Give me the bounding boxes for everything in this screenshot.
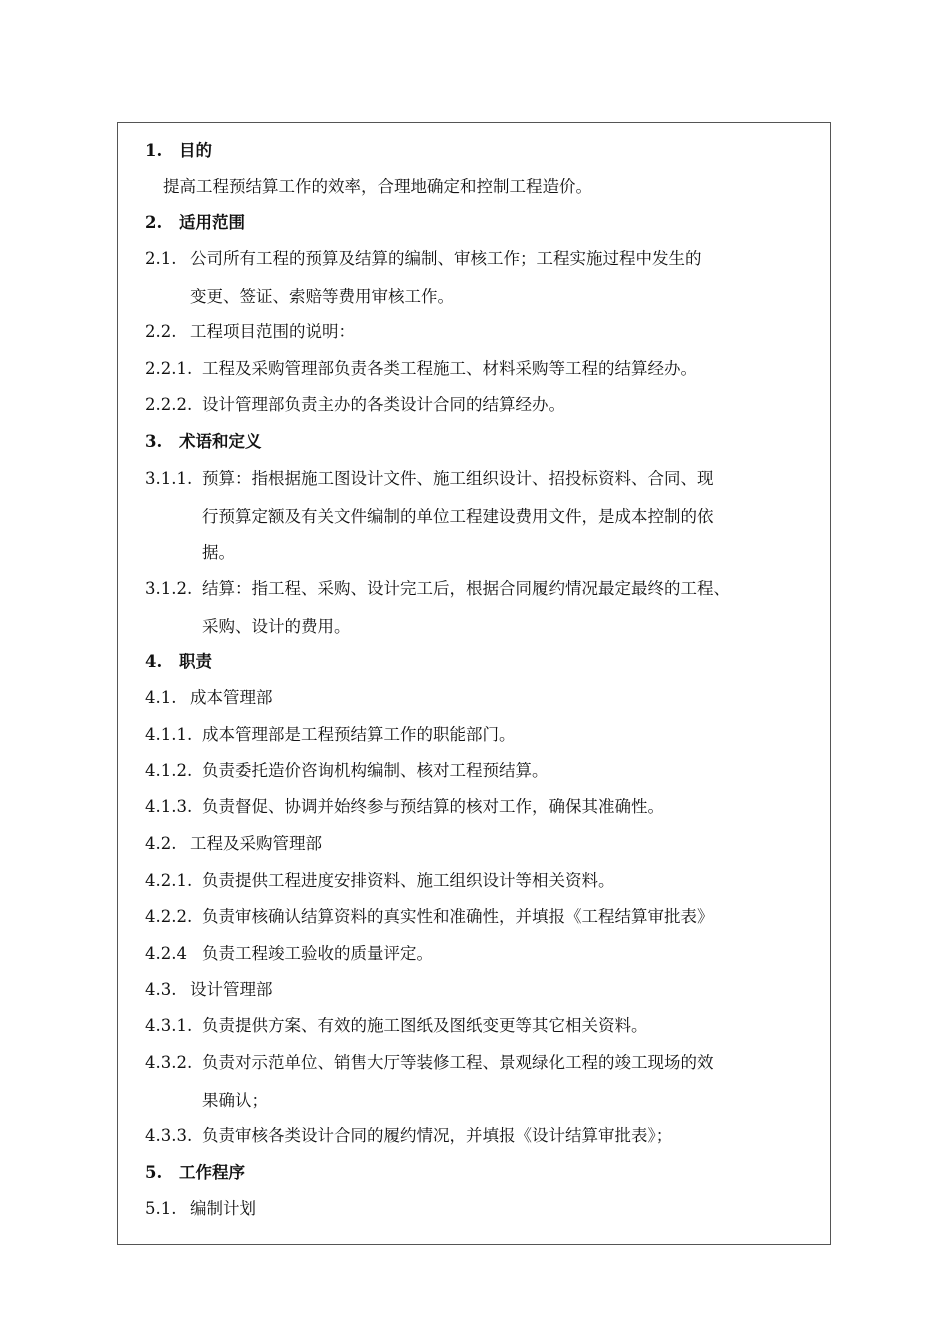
line-text: 工程及采购管理部 [190,834,322,853]
line-number: 3.1.1. [145,469,193,488]
line-text: 公司所有工程的预算及结算的编制、审核工作；工程实施过程中发生的 [190,249,702,268]
document-line [202,1091,268,1111]
document-line [145,579,730,599]
line-number: 4.3.3. [145,1126,193,1145]
line-text: 预算：指根据施工图设计文件、施工组织设计、招投标资料、合同、现 [202,469,714,488]
document-line [145,761,549,781]
document-line [145,1199,256,1219]
line-text: 工作程序 [179,1163,245,1182]
line-text: 果确认； [202,1091,268,1110]
line-text: 成本管理部 [190,688,273,707]
line-text: 职责 [179,652,212,671]
line-text: 设计管理部负责主办的各类设计合同的结算经办。 [202,395,565,414]
line-number: 5.1. [145,1199,177,1218]
document-line [145,395,565,415]
section-heading [145,141,212,161]
line-number: 2.1. [145,249,177,268]
document-line [145,359,697,379]
line-number: 2.2. [145,322,177,341]
line-number: 4.3.2. [145,1053,193,1072]
line-number: 3. [145,432,163,451]
line-text: 设计管理部 [190,980,273,999]
document-line [190,287,454,307]
line-text: 编制计划 [190,1199,256,1218]
document-line [145,980,273,1000]
line-text: 负责审核各类设计合同的履约情况，并填报《设计结算审批表》； [202,1126,673,1145]
line-text: 变更、签证、索赔等费用审核工作。 [190,287,454,306]
document-line [145,1053,714,1073]
line-text: 负责督促、协调并始终参与预结算的核对工作，确保其准确性。 [202,797,664,816]
line-text: 负责提供工程进度安排资料、施工组织设计等相关资料。 [202,871,615,890]
line-text: 负责审核确认结算资料的真实性和准确性，并填报《工程结算审批表》 [202,907,714,926]
line-number: 4. [145,652,163,671]
document-line [145,1126,672,1146]
line-text: 工程及采购管理部负责各类工程施工、材料采购等工程的结算经办。 [202,359,697,378]
line-text: 负责提供方案、有效的施工图纸及图纸变更等其它相关资料。 [202,1016,648,1035]
document-line [145,322,355,342]
line-number: 2.2.2. [145,395,193,414]
document-line [145,725,516,745]
document-line [145,1016,648,1036]
line-text: 采购、设计的费用。 [202,617,351,636]
line-number: 3.1.2. [145,579,193,598]
document-line [202,617,351,637]
line-number: 1. [145,141,163,160]
line-text: 行预算定额及有关文件编制的单位工程建设费用文件，是成本控制的依 [202,507,714,526]
line-text: 负责对示范单位、销售大厅等装修工程、景观绿化工程的竣工现场的效 [202,1053,714,1072]
line-text: 成本管理部是工程预结算工作的职能部门。 [202,725,516,744]
line-number: 2. [145,213,163,232]
line-number: 2.2.1. [145,359,193,378]
line-number: 4.3. [145,980,177,999]
line-number: 4.1.2. [145,761,193,780]
document-line [202,543,235,563]
line-text: 目的 [179,141,212,160]
section-heading [145,432,262,452]
line-text: 据。 [202,543,235,562]
line-number: 5. [145,1163,163,1182]
line-text: 负责委托造价咨询机构编制、核对工程预结算。 [202,761,549,780]
line-text: 术语和定义 [179,432,262,451]
line-text: 提高工程预结算工作的效率，合理地确定和控制工程造价。 [163,177,592,196]
document-line [145,871,615,891]
section-heading [145,213,245,233]
document-line [145,249,702,269]
section-heading [145,652,212,672]
line-number: 4.2.2. [145,907,193,926]
document-line [202,507,714,527]
line-text: 负责工程竣工验收的质量评定。 [202,944,433,963]
line-number: 4.2.4 [145,944,187,963]
document-line [145,907,714,927]
line-text: 结算：指工程、采购、设计完工后，根据合同履约情况最定最终的工程、 [202,579,730,598]
line-text: 适用范围 [179,213,245,232]
line-number: 4.1.1. [145,725,193,744]
document-line [145,834,322,854]
document-line [145,688,273,708]
line-number: 4.1. [145,688,177,707]
line-number: 4.1.3. [145,797,193,816]
line-number: 4.2.1. [145,871,193,890]
document-line [163,177,592,197]
document-line [145,797,664,817]
document-line [145,944,433,964]
line-text: 工程项目范围的说明： [190,322,355,341]
line-number: 4.3.1. [145,1016,193,1035]
section-heading [145,1163,245,1183]
line-number: 4.2. [145,834,177,853]
document-line [145,469,714,489]
